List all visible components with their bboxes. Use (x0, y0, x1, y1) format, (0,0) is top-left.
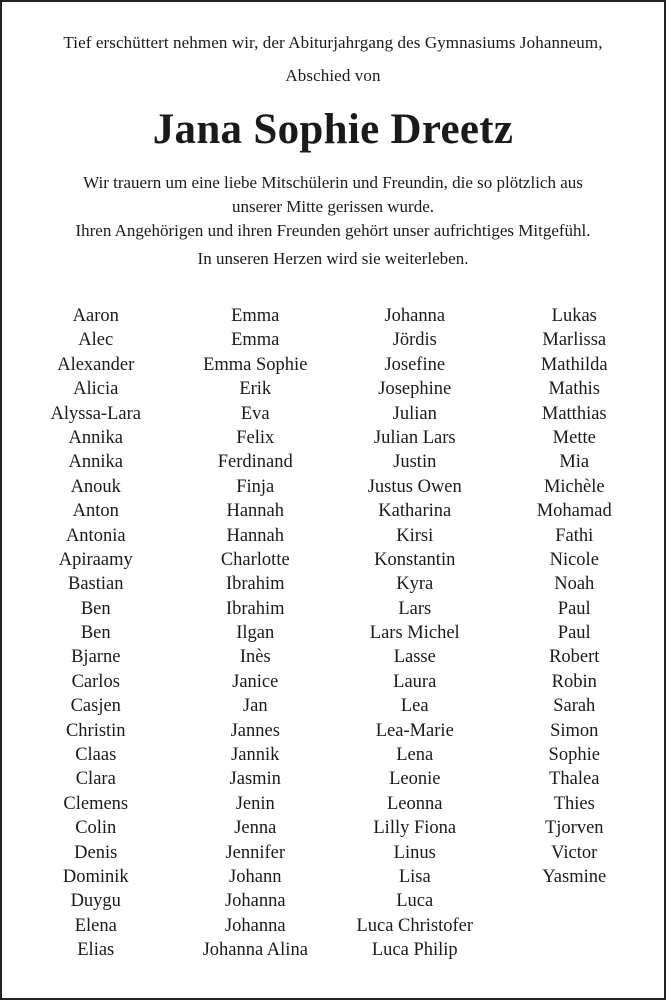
signatory-name: Katharina (378, 501, 452, 522)
signatory-name: Alexander (57, 354, 135, 375)
signatory-name: Leonna (387, 793, 443, 814)
signatory-name: Jenin (235, 793, 275, 814)
signatory-name: Inès (239, 647, 271, 668)
signatory-name: Ilgan (236, 623, 275, 644)
signatory-name: Lea-Marie (375, 720, 454, 741)
signatory-name: Lilly Fiona (373, 818, 457, 839)
signatory-name: Lukas (551, 306, 597, 326)
signatory-name: Victor (551, 842, 598, 863)
signatory-name: Marlissa (542, 330, 607, 351)
signatory-name: Yasmine (542, 866, 607, 887)
signatory-name: Lisa (398, 866, 431, 887)
signatory-name: Lena (396, 745, 434, 766)
signatory-name: Mathis (548, 379, 600, 400)
signatory-name: Robin (551, 671, 597, 692)
signatory-name: Alec (78, 330, 114, 351)
signatory-name: Claas (75, 745, 117, 766)
intro-line-2: Abschied von (285, 66, 381, 85)
signatory-name: Konstantin (374, 549, 456, 570)
name-column (335, 304, 495, 963)
signatory-name: Leonie (389, 769, 441, 790)
signatory-name: Josephine (378, 379, 452, 400)
signatory-name: Julian (392, 403, 437, 424)
signatory-name: Elena (74, 915, 117, 936)
signatory-name: Annika (68, 427, 123, 448)
name-column (176, 304, 336, 963)
signatory-name: Charlotte (220, 549, 290, 570)
signatory-name: Bastian (68, 574, 124, 595)
signatory-name: Johanna (384, 306, 446, 326)
intro-line-1: Tief erschüttert nehmen wir, der Abiturjahrgang des Gymnasiums Johanneum, (63, 33, 603, 52)
signatory-name: Finja (236, 476, 275, 497)
signatory-name: Hannah (226, 501, 285, 522)
signatory-name: Ben (80, 598, 111, 619)
signatory-name: Mathilda (540, 354, 608, 375)
signatory-name: Ibrahim (225, 574, 285, 595)
signatory-name: Apiraamy (58, 549, 133, 570)
signatory-name: Laura (393, 671, 437, 692)
signatory-name: Jördis (392, 330, 437, 351)
signatory-name: Sarah (553, 696, 596, 717)
signatory-name: Sophie (548, 745, 600, 766)
signatory-name: Alicia (73, 379, 119, 400)
signatory-name: Luca Philip (371, 940, 458, 961)
signatory-name: Elias (77, 940, 115, 961)
signatory-name: Annika (68, 452, 123, 473)
signatory-name: Linus (393, 842, 436, 863)
signatory-name: Lars Michel (369, 623, 460, 644)
signatory-name: Christin (65, 720, 126, 741)
signatory-name: Emma (231, 330, 280, 351)
signatory-name: Johanna (224, 915, 286, 936)
signatory-name: Emma (231, 306, 280, 326)
signatory-name: Jannes (230, 720, 280, 741)
signatory-name: Matthias (541, 403, 607, 424)
signatory-name: Mia (559, 452, 590, 473)
signatory-name: Felix (236, 427, 275, 448)
name-column (495, 304, 655, 963)
name-column (16, 304, 176, 963)
signatory-name: Ferdinand (217, 452, 293, 473)
signatory-name: Simon (550, 720, 599, 741)
signatory-name: Antonia (65, 525, 126, 546)
signatory-name: Josefine (384, 354, 446, 375)
signatory-name: Luca (396, 891, 434, 912)
signatory-name: Lars (398, 598, 432, 619)
signatory-name: Bjarne (71, 647, 121, 668)
signatory-name: Justin (393, 452, 437, 473)
deceased-name: Jana Sophie Dreetz (152, 106, 514, 153)
signatory-name: Casjen (70, 696, 121, 717)
signatory-name: Michèle (543, 476, 605, 497)
signatory-name: Denis (74, 842, 118, 863)
mourning-line-2: unserer Mitte gerissen wurde. (231, 197, 435, 216)
signatory-name: Jenna (234, 818, 277, 839)
signatory-name: Hannah (226, 525, 285, 546)
signatory-name: Jasmin (229, 769, 281, 790)
signatory-name: Thalea (549, 769, 600, 790)
signatory-name: Johann (229, 866, 282, 887)
signatory-name: Duygu (70, 891, 121, 912)
signatory-name: Luca Christofer (356, 915, 474, 936)
signatory-name: Clara (75, 769, 116, 790)
signatory-name: Jan (242, 696, 268, 717)
signatory-name: Paul (557, 598, 591, 619)
signatory-name: Jannik (231, 745, 280, 766)
signatory-name: Janice (232, 671, 279, 692)
signatory-name: Ben (80, 623, 111, 644)
signatory-name: Ibrahim (225, 598, 285, 619)
signatory-name: Robert (549, 647, 600, 668)
mourning-line-3: Ihren Angehörigen und ihren Freunden gehört unser aufrichtiges Mitgefühl. (75, 221, 591, 240)
signatory-name: Kirsi (396, 525, 434, 546)
signatory-name: Erik (239, 379, 272, 400)
signatory-name: Mette (552, 427, 596, 448)
signatory-name: Thies (553, 793, 595, 814)
signatory-name: Johanna (224, 891, 286, 912)
signatory-name: Lasse (393, 647, 436, 668)
signatory-name: Nicole (549, 549, 599, 570)
signatory-name: Jennifer (225, 842, 286, 863)
signatory-name: Mohamad (536, 501, 612, 522)
signatory-name: Julian Lars (373, 427, 456, 448)
signatory-name: Colin (75, 818, 117, 839)
signatory-name: Anouk (70, 476, 121, 497)
signatory-name: Kyra (396, 574, 434, 595)
signatory-name: Fathi (555, 525, 594, 546)
signatory-name: Dominik (62, 866, 129, 887)
mourning-line-1: Wir trauern um eine liebe Mitschülerin und Freundin, die so plötzlich aus (83, 173, 583, 192)
signatory-name: Aaron (72, 306, 119, 326)
signatory-name: Justus Owen (367, 476, 462, 497)
signatory-name: Paul (557, 623, 591, 644)
mourning-line-4: In unseren Herzen wird sie weiterleben. (197, 249, 469, 268)
signatory-name: Carlos (71, 671, 120, 692)
signatory-name: Tjorven (544, 818, 604, 839)
signatory-name: Johanna Alina (202, 940, 308, 961)
signatory-name: Eva (240, 403, 270, 424)
signatory-name: Clemens (63, 793, 129, 814)
signatory-name: Emma Sophie (203, 354, 308, 375)
signatory-names (16, 304, 654, 963)
signatory-name: Anton (72, 501, 119, 522)
signatory-name: Alyssa-Lara (50, 403, 141, 424)
signatory-name: Lea (400, 696, 429, 717)
signatory-name: Noah (554, 574, 595, 595)
